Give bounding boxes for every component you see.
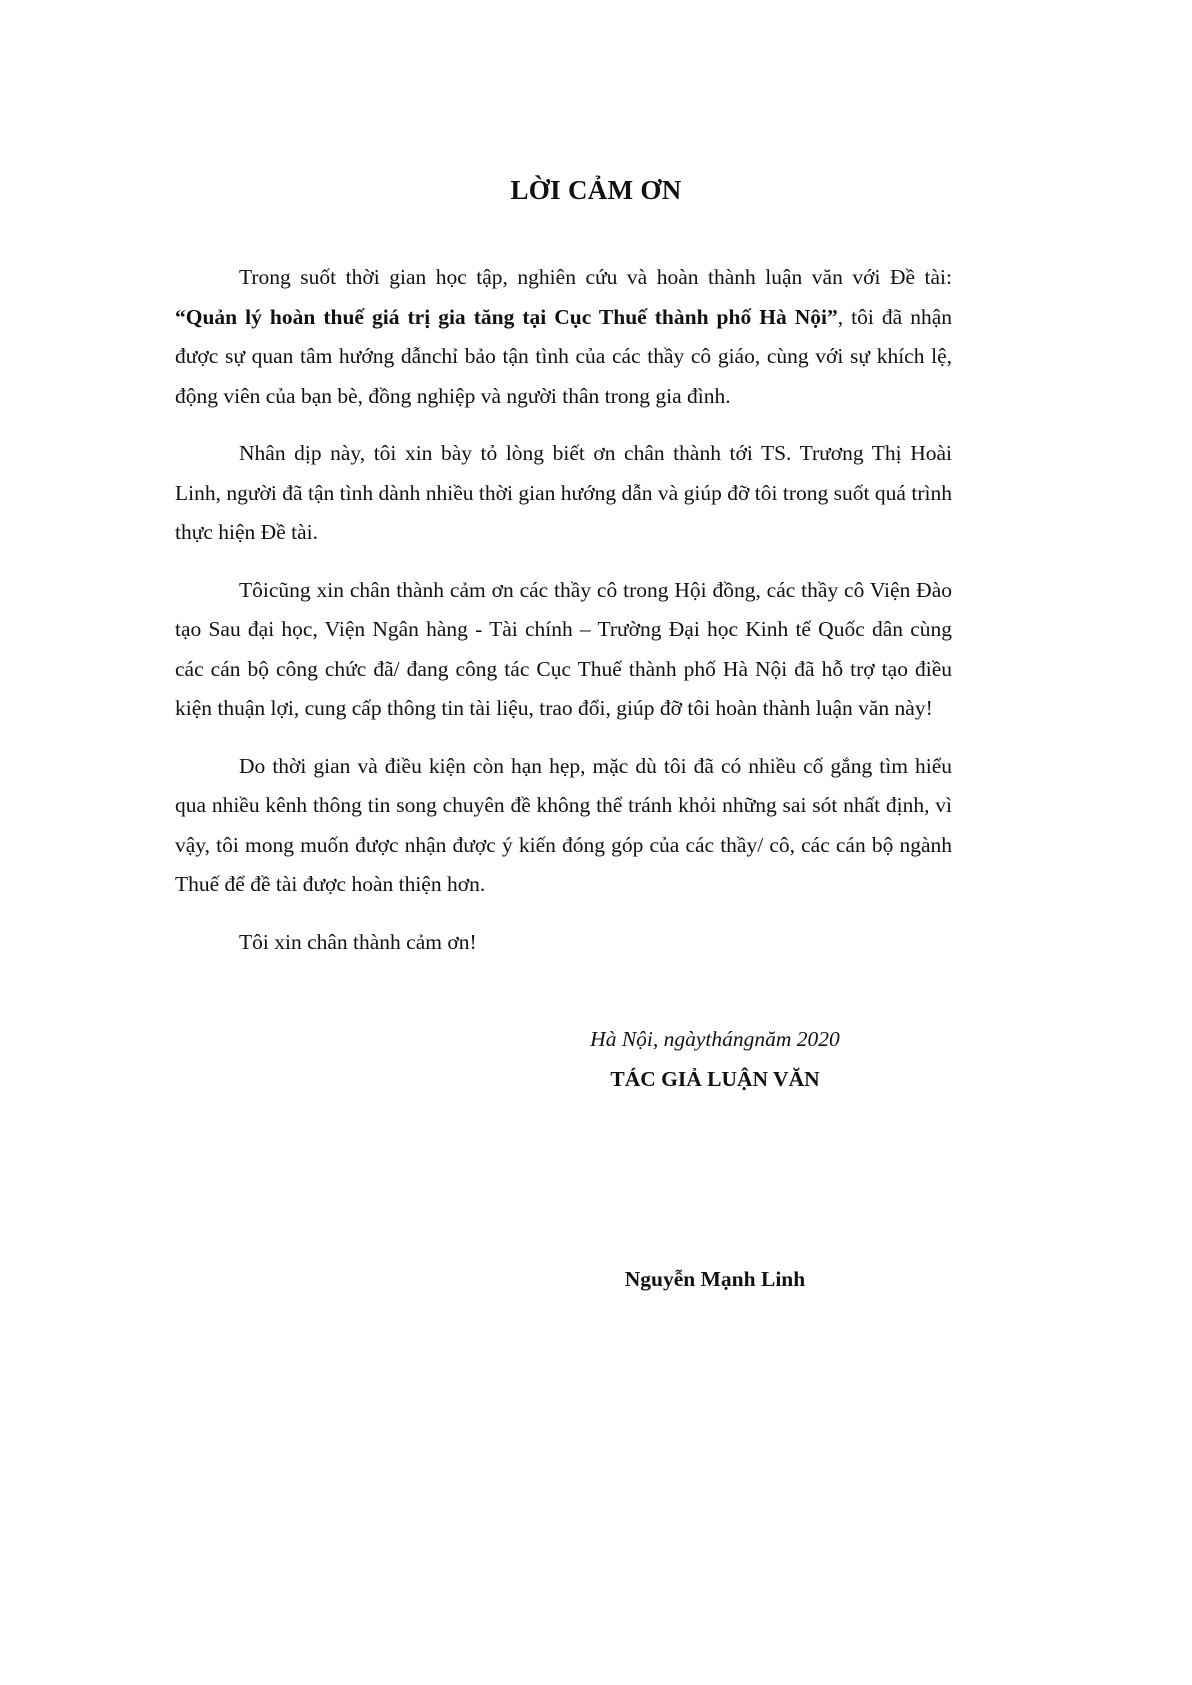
paragraph-intro: [175, 258, 952, 416]
paragraph-intro-continuation: , tôi đã nhận được sự quan tâm hướng dẫnchỉ bảo tận tình của các thầy cô giáo, cùng với sự khích lệ, động viên của bạn bè, đồng nghiệp và người thân trong gia đình.: [175, 304, 952, 408]
paragraph-supervisor-thanks: Nhân dịp này, tôi xin bày tỏ lòng biết ơn chân thành tới TS. Trương Thị Hoài Linh, người đã tận tình dành nhiều thời gian hướng dẫn và giúp đỡ tôi trong suốt quá trình thực hiện Đề tài.: [175, 441, 952, 544]
signature-author-name: Nguyễn Mạnh Linh: [624, 1267, 806, 1291]
paragraph-limitations: Do thời gian và điều kiện còn hạn hẹp, mặc dù tôi đã có nhiều cố gắng tìm hiểu qua nhiều kênh thông tin song chuyên đề không thể tránh khỏi những sai sót nhất định, vì vậy, tôi mong muốn được nhận được ý kiến đóng góp của các thầy/ cô, các cán bộ ngành Thuế để đề tài được hoàn thiện hơn.: [175, 753, 952, 896]
acknowledgement-body: [175, 258, 952, 962]
paragraph-institution-thanks: Tôicũng xin chân thành cảm ơn các thầy cô trong Hội đồng, các thầy cô Viện Đào tạo Sau đại học, Viện Ngân hàng - Tài chính – Trường Đại học Kinh tế Quốc dân cùng các cán bộ công chức đã/ đang công tác Cục Thuế thành phố Hà Nội đã hỗ trợ tạo điều kiện thuận lợi, cung cấp thông tin tài liệu, trao đổi, giúp đỡ tôi hoàn thành luận văn này!: [175, 577, 952, 720]
thesis-topic-title: “Quản lý hoàn thuế giá trị gia tăng tại Cục Thuế thành phố Hà Nội”: [175, 304, 838, 329]
signature-author-label: TÁC GIẢ LUẬN VĂN: [610, 1067, 820, 1091]
page-title: LỜI CẢM ƠN: [510, 175, 682, 205]
paragraph-intro-text: Trong suốt thời gian học tập, nghiên cứu và hoàn thành luận văn với Đề tài:: [239, 265, 952, 289]
paragraph-closing: Tôi xin chân thành cảm ơn!: [239, 929, 477, 954]
signature-date-line: Hà Nội, ngàythángnăm 2020: [590, 1027, 840, 1051]
